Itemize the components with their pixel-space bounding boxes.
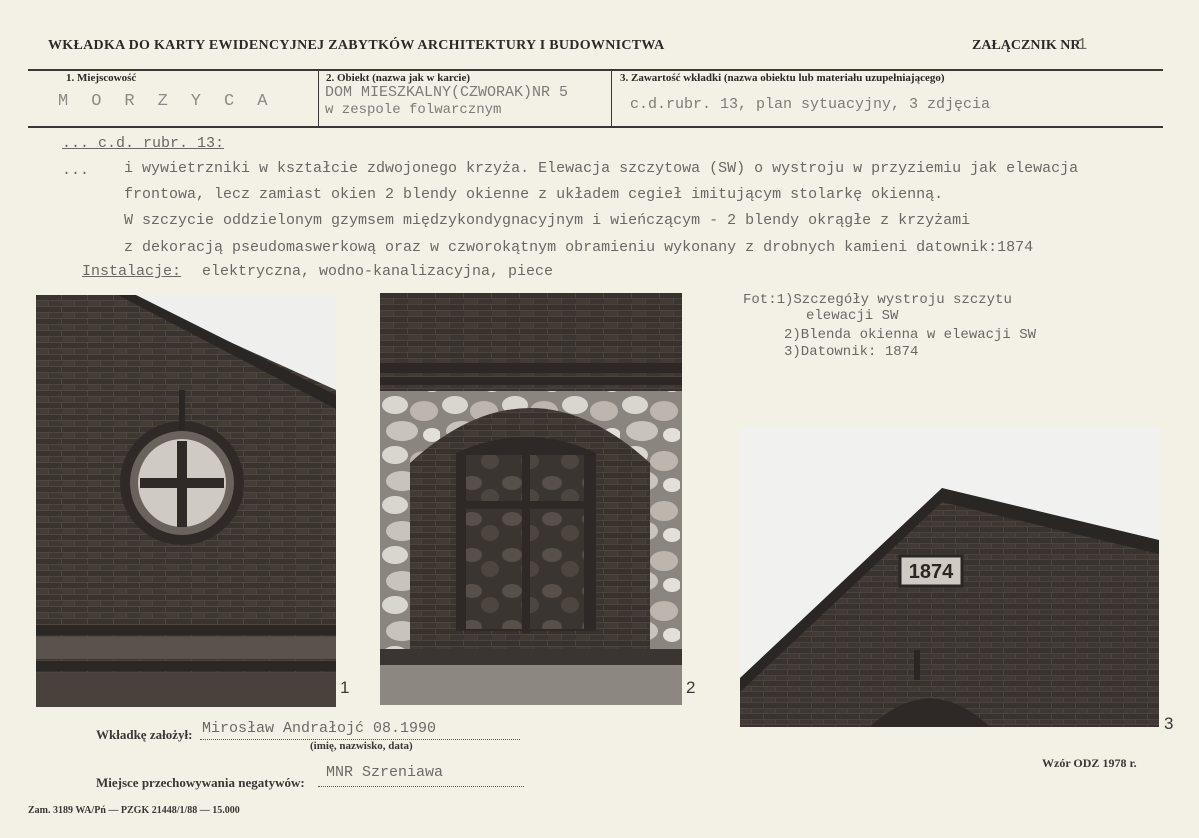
continuation-dots: ... [62, 162, 90, 179]
caption-3: 3)Datownik: 1874 [784, 344, 919, 360]
founder-hint: (imię, nazwisko, data) [310, 740, 413, 752]
column-divider-1 [318, 69, 319, 127]
description-line: z dekoracją pseudomaswerkową oraz w czworokątnym obramieniu wykonany z drobnych kamieni datownik:1874 [124, 239, 1034, 256]
label-object: 2. Obiekt (nazwa jak w karcie) [326, 72, 471, 84]
print-order-note: Zam. 3189 WA/Pń — PZGK 21448/1/88 — 15.000 [28, 805, 240, 816]
photo-gable-detail [36, 295, 336, 707]
header-rule-top [28, 69, 1163, 71]
locality-value: MORZYCA [58, 92, 291, 111]
storage-label: Miejsce przechowywania negatywów: [96, 775, 305, 790]
label-locality: 1. Miejscowość [66, 72, 137, 84]
photo-number: 1 [340, 678, 350, 697]
annex-label: ZAŁĄCZNIK NR [972, 38, 1081, 53]
header-rule-bottom [28, 126, 1163, 128]
caption-1: Fot:1)Szczegóły wystroju szczytu [743, 292, 1012, 308]
description-line: W szczycie oddzielonym gzymsem międzykondygnacyjnym i wieńczącym - 2 blendy okrągłe z krzyżami [124, 212, 971, 229]
column-divider-2 [611, 69, 612, 127]
label-content: 3. Zawartość wkładki (nazwa obiektu lub materiału uzupełniającego) [620, 72, 945, 84]
caption-2: 2)Blenda okienna w elewacji SW [784, 327, 1037, 343]
object-value-line1: DOM MIESZKALNY(CZWORAK)NR 5 [325, 84, 569, 101]
photo-date-plaque [740, 428, 1159, 727]
form-title: WKŁADKA DO KARTY EWIDENCYJNEJ ZABYTKÓW ARCHITEKTURY I BUDOWNICTWA [48, 38, 665, 53]
object-value-line2: w zespole folwarcznym [325, 102, 502, 118]
installations-value: elektryczna, wodno-kanalizacyjna, piece [202, 263, 554, 280]
photo-number: 3 [1164, 714, 1174, 733]
founder-label: Wkładkę założył: [96, 727, 193, 742]
description-line: i wywietrzniki w kształcie zdwojonego krzyża. Elewacja szczytowa (SW) o wystroju w przyziemiu jak elewacja [124, 160, 1079, 177]
description-line: frontowa, lecz zamiast okien 2 blendy okienne z układem cegieł imitującym stolarkę okienną. [124, 186, 944, 203]
installations-label: Instalacje: [82, 263, 182, 280]
storage-value: MNR Szreniawa [326, 764, 444, 781]
content-value: c.d.rubr. 13, plan sytuacyjny, 3 zdjęcia [630, 96, 991, 113]
photo-number: 2 [686, 678, 696, 697]
continuation-label: ... c.d. rubr. 13: [62, 135, 225, 152]
date-plaque-text: 1874 [908, 561, 954, 583]
founder-value: Mirosław Andrałojć 08.1990 [202, 720, 437, 737]
annex-number: 1 [1077, 36, 1088, 55]
storage-dotted-line [318, 786, 524, 787]
template-note: Wzór ODZ 1978 r. [1042, 756, 1137, 770]
caption-1-continued: elewacji SW [806, 308, 899, 324]
photo-blind-window [380, 293, 682, 705]
